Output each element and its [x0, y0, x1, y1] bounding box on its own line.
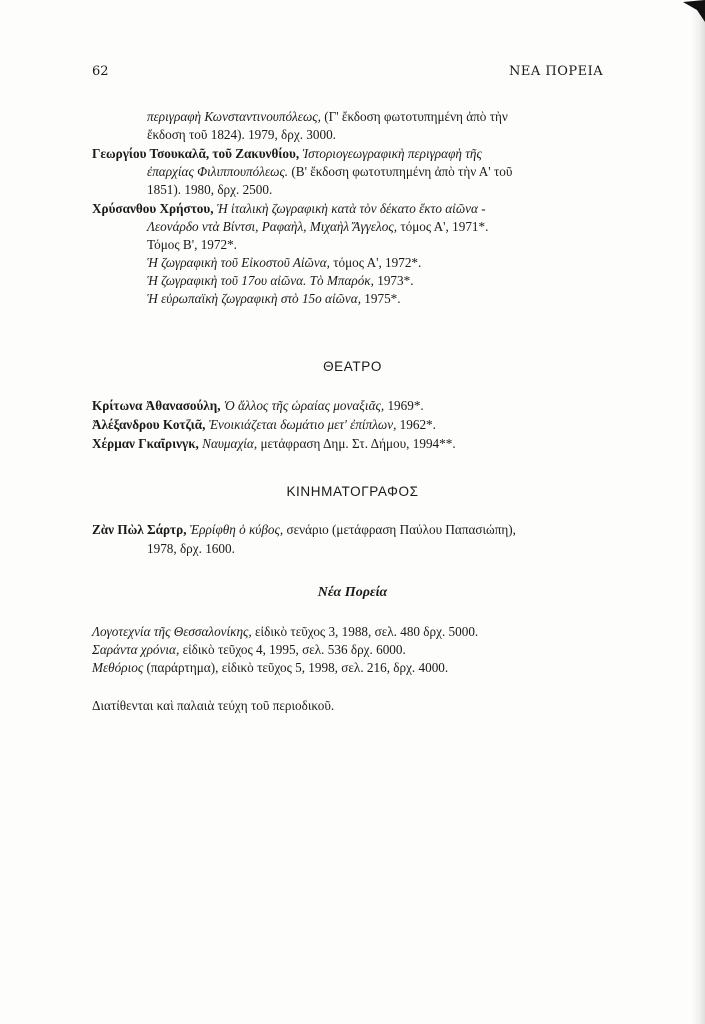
entry-line: Τόμος Β', 1972*.: [147, 237, 237, 252]
section-heading-cinema: ΚΙΝΗΜΑΤΟΓΡΑΦΟΣ: [286, 484, 419, 499]
corner-fold-mark: [679, 0, 705, 22]
entry-line: Ἡ εὐρωπαϊκὴ ζωγραφικὴ στὸ 15ο αἰῶνα, 1975*.: [147, 291, 401, 306]
author-name: Ἀλέξανδρου Κοτζιᾶ,: [92, 417, 206, 432]
entry-line: Ζὰν Πὼλ Σάρτρ, Ἐρρίφθη ὁ κύβος, σενάριο (μετάφραση Παύλου Παπασιώπη),: [92, 522, 516, 537]
entry-line: ἔκδοση τοῦ 1824). 1979, δρχ. 3000.: [147, 127, 336, 142]
list-item: Μεθόριος (παράρτημα), εἰδικὸ τεῦχος 5, 1998, σελ. 216, δρχ. 4000.: [92, 660, 449, 675]
entry-line: Γεωργίου Τσουκαλᾶ, τοῦ Ζακυνθίου, Ἱστοριογεωγραφικὴ περιγραφὴ τῆς: [92, 146, 482, 161]
list-item: Λογοτεχνία τῆς Θεσσαλονίκης, εἰδικὸ τεῦχος 3, 1988, σελ. 480 δρχ. 5000.: [92, 624, 479, 639]
section-heading-journal: Νέα Πορεία: [317, 585, 388, 600]
author-name: Κρίτωνα Ἀθανασούλη,: [92, 398, 221, 413]
running-title: ΝΕΑ ΠΟΡΕΙΑ: [509, 64, 604, 79]
entry-line: Κρίτωνα Ἀθανασούλη, Ὁ ἄλλος τῆς ὡραίας μοναξιᾶς, 1969*.: [92, 398, 424, 413]
entry-line: ἐπαρχίας Φιλιππουπόλεως. (Β' ἔκδοση φωτοτυπημένη ἀπὸ τὴν Α' τοῦ: [147, 164, 513, 179]
author-name: Ζὰν Πὼλ Σάρτρ,: [92, 522, 187, 537]
footer-note: Διατίθενται καὶ παλαιὰ τεύχη τοῦ περιοδικοῦ.: [92, 698, 335, 713]
entry-line: περιγραφὴ Κωνσταντινουπόλεως, (Γ' ἔκδοση φωτοτυπημένη ἀπὸ τὴν: [147, 109, 508, 124]
author-name: Χέρμαν Γκαῖρινγκ,: [92, 436, 199, 451]
entry-line: Ἀλέξανδρου Κοτζιᾶ, Ἐνοικιάζεται δωμάτιο μετ' ἐπίπλων, 1962*.: [92, 417, 436, 432]
entry-line: Ἡ ζωγραφικὴ τοῦ 17ου αἰῶνα. Τὸ Μπαρόκ, 1973*.: [147, 273, 414, 288]
scan-shadow-edge: [691, 0, 705, 1024]
author-name: Χρύσανθου Χρήστου,: [92, 201, 214, 216]
entry-line: Λεονάρδο ντὰ Βίντσι, Ραφαὴλ, Μιχαὴλ Ἄγγελος, τόμος Α', 1971*.: [147, 219, 489, 234]
author-name: Γεωργίου Τσουκαλᾶ, τοῦ Ζακυνθίου,: [92, 146, 300, 161]
entry-line: 1851). 1980, δρχ. 2500.: [147, 182, 273, 197]
page-number: 62: [92, 64, 109, 79]
entry-line: 1978, δρχ. 1600.: [147, 541, 235, 556]
entry-line: Χρύσανθου Χρήστου, Ἡ ἰταλικὴ ζωγραφικὴ κατὰ τὸν δέκατο ἕκτο αἰῶνα -: [92, 201, 486, 216]
entry-line: Χέρμαν Γκαῖρινγκ, Ναυμαχία, μετάφραση Δημ. Στ. Δήμου, 1994**.: [92, 436, 456, 451]
section-heading-theatre: ΘΕΑΤΡΟ: [323, 359, 382, 374]
list-item: Σαράντα χρόνια, εἰδικὸ τεῦχος 4, 1995, σελ. 536 δρχ. 6000.: [92, 642, 406, 657]
entry-line: Ἡ ζωγραφικὴ τοῦ Εἰκοστοῦ Αἰῶνα, τόμος Α', 1972*.: [147, 255, 422, 270]
